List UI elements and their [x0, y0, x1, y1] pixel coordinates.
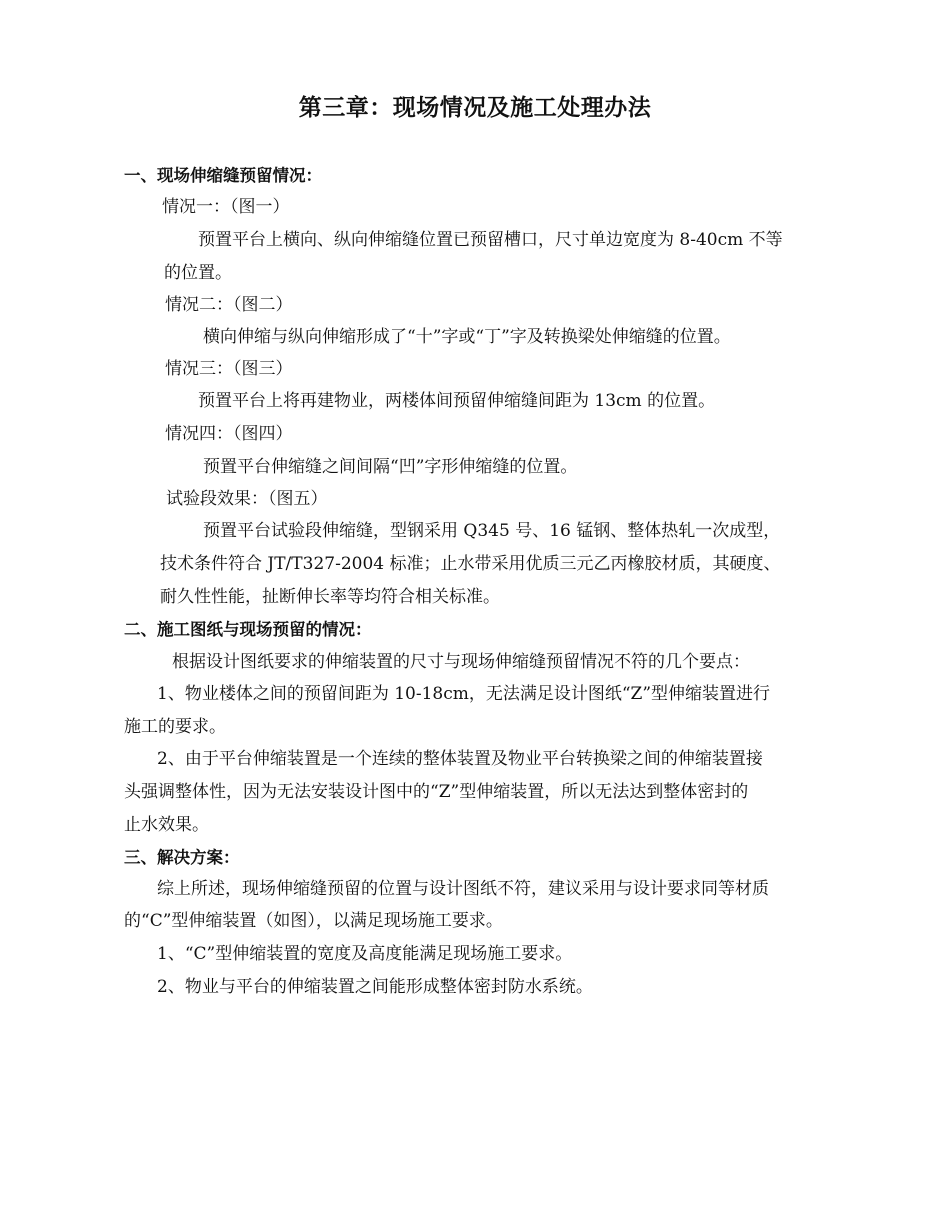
- section1-heading: 一、现场伸缩缝预留情况：: [124, 166, 322, 185]
- section3-intro-line2: 的“C”型伸缩装置（如图），以满足现场施工要求。: [124, 911, 503, 931]
- trial-text-line2: 技术条件符合 JT/T327-2004 标准；止水带采用优质三元乙丙橡胶材质，其硬度、: [160, 554, 781, 574]
- section2-point1-line2: 施工的要求。: [124, 717, 226, 737]
- case2-label: 情况二：（图二）: [165, 295, 293, 315]
- section2-point1-line1: 1、物业楼体之间的预留间距为 10-18cm，无法满足设计图纸“Z”型伸缩装置进行: [157, 684, 771, 704]
- case2-text: 横向伸缩与纵向伸缩形成了“十”字或“丁”字及转换梁处伸缩缝的位置。: [203, 327, 731, 347]
- section2-point2-line1: 2、由于平台伸缩装置是一个连续的整体装置及物业平台转换梁之间的伸缩装置接: [157, 749, 763, 769]
- trial-text-line1: 预置平台试验段伸缩缝，型钢采用 Q345 号、16 锰钢、整体热轧一次成型，: [203, 521, 781, 541]
- case3-text: 预置平台上将再建物业，两楼体间预留伸缩缝间距为 13cm 的位置。: [198, 391, 716, 411]
- case1-text-line2: 的位置。: [164, 263, 232, 283]
- case4-text: 预置平台伸缩缝之间间隔“凹”字形伸缩缝的位置。: [203, 457, 578, 477]
- chapter-title: 第三章：现场情况及施工处理办法: [298, 95, 652, 121]
- section2-heading: 二、施工图纸与现场预留的情况：: [124, 620, 372, 639]
- case1-text-line1: 预置平台上横向、纵向伸缩缝位置已预留槽口，尺寸单边宽度为 8-40cm 不等: [198, 230, 783, 250]
- case4-label: 情况四：（图四）: [165, 424, 293, 444]
- section2-intro: 根据设计图纸要求的伸缩装置的尺寸与现场伸缩缝预留情况不符的几个要点：: [172, 652, 750, 672]
- section3-heading: 三、解决方案：: [124, 848, 240, 867]
- section2-point2-line3: 止水效果。: [124, 815, 209, 835]
- section3-point2: 2、物业与平台的伸缩装置之间能形成整体密封防水系统。: [157, 977, 593, 997]
- case3-label: 情况三：（图三）: [165, 359, 293, 379]
- section3-point1: 1、“C”型伸缩装置的宽度及高度能满足现场施工要求。: [157, 944, 573, 964]
- trial-text-line3: 耐久性性能，扯断伸长率等均符合相关标准。: [160, 587, 500, 607]
- section2-point2-line2: 头强调整体性，因为无法安装设计图中的“Z”型伸缩装置，所以无法达到整体密封的: [124, 782, 749, 802]
- trial-label: 试验段效果：（图五）: [166, 489, 328, 509]
- case1-label: 情况一：（图一）: [162, 197, 290, 217]
- section3-intro-line1: 综上所述，现场伸缩缝预留的位置与设计图纸不符，建议采用与设计要求同等材质: [157, 879, 769, 899]
